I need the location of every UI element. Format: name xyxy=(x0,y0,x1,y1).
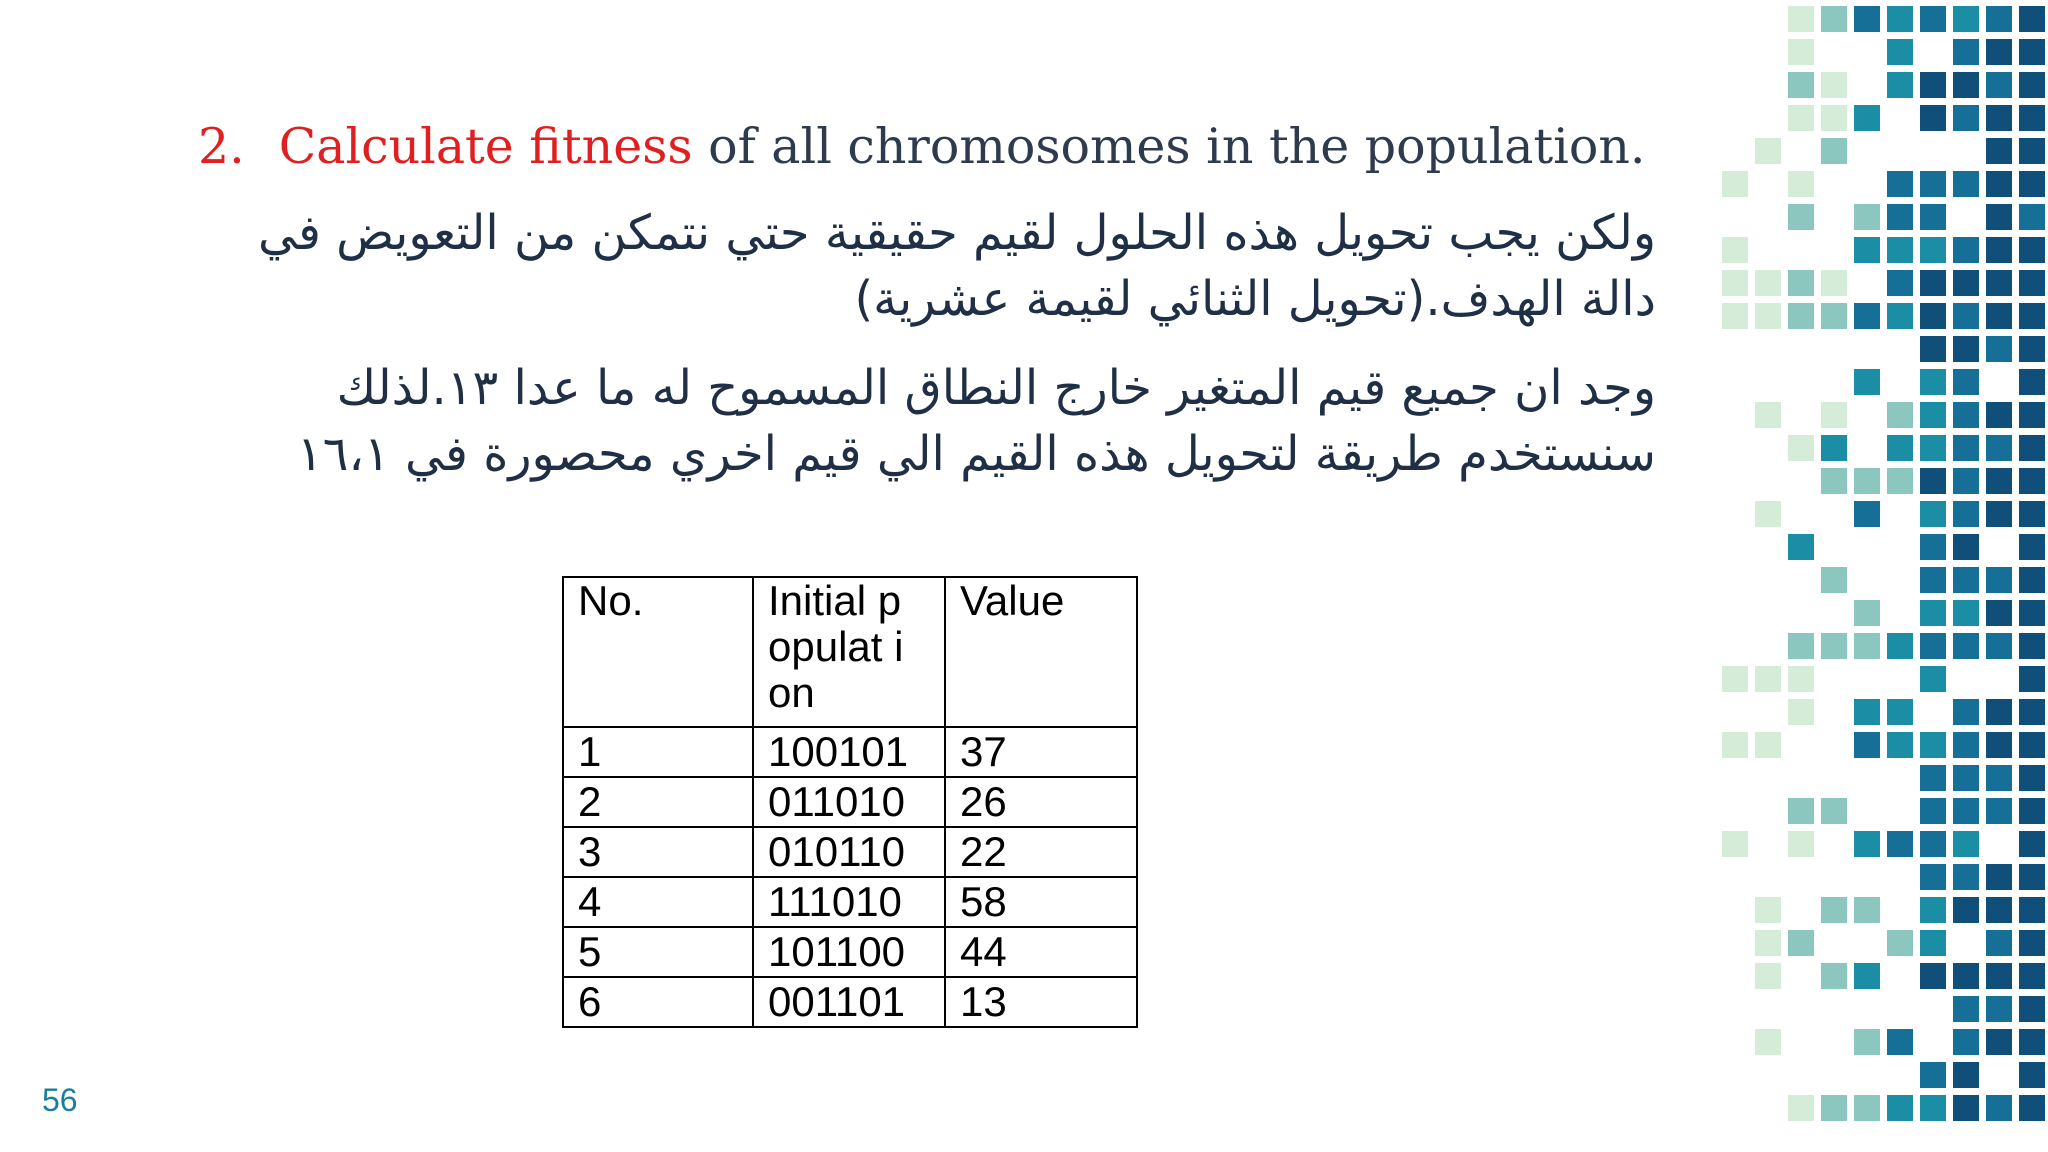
pattern-square xyxy=(1788,831,1814,857)
pattern-square xyxy=(1755,897,1781,923)
page-number: 56 xyxy=(42,1082,78,1118)
pattern-square xyxy=(1920,204,1946,230)
pattern-square xyxy=(1920,336,1946,362)
pattern-square xyxy=(1953,699,1979,725)
pattern-square xyxy=(1854,600,1880,626)
pattern-square xyxy=(1854,699,1880,725)
pattern-square xyxy=(1953,633,1979,659)
pattern-square xyxy=(1788,666,1814,692)
pattern-square xyxy=(1953,798,1979,824)
pattern-square xyxy=(1920,501,1946,527)
pattern-square xyxy=(1887,204,1913,230)
pattern-square xyxy=(1920,831,1946,857)
pattern-square xyxy=(1920,666,1946,692)
pattern-square xyxy=(1821,435,1847,461)
pattern-square xyxy=(2019,1095,2045,1121)
pattern-square xyxy=(1755,501,1781,527)
pattern-square xyxy=(1755,402,1781,428)
pattern-square xyxy=(1953,567,1979,593)
pattern-square xyxy=(1887,6,1913,32)
pattern-square xyxy=(1986,303,2012,329)
pattern-square xyxy=(1920,732,1946,758)
pattern-square xyxy=(1986,1029,2012,1055)
pattern-square xyxy=(1953,963,1979,989)
pattern-square xyxy=(2019,303,2045,329)
pattern-square xyxy=(1887,1095,1913,1121)
pattern-square xyxy=(1986,204,2012,230)
pattern-square xyxy=(1920,402,1946,428)
pattern-square xyxy=(1953,72,1979,98)
pattern-square xyxy=(1854,6,1880,32)
pattern-square xyxy=(1986,996,2012,1022)
population-table xyxy=(562,576,1138,1028)
pattern-square xyxy=(1854,633,1880,659)
pattern-square xyxy=(1887,699,1913,725)
pattern-square xyxy=(1920,534,1946,560)
pattern-square xyxy=(1953,501,1979,527)
pattern-square xyxy=(1821,1095,1847,1121)
pattern-square xyxy=(1986,963,2012,989)
pattern-square xyxy=(1821,897,1847,923)
pattern-square xyxy=(1920,798,1946,824)
pattern-square xyxy=(1788,72,1814,98)
pattern-square xyxy=(1887,270,1913,296)
pattern-square xyxy=(2019,732,2045,758)
pattern-square xyxy=(2019,171,2045,197)
pattern-square xyxy=(1953,39,1979,65)
pattern-square xyxy=(1788,270,1814,296)
pattern-square xyxy=(1788,303,1814,329)
pattern-square xyxy=(1788,435,1814,461)
pattern-square xyxy=(2019,237,2045,263)
pattern-square xyxy=(1821,567,1847,593)
pattern-square xyxy=(1887,468,1913,494)
pattern-square xyxy=(1755,270,1781,296)
pattern-square xyxy=(2019,204,2045,230)
cell-value: 26 xyxy=(945,777,1137,827)
pattern-square xyxy=(1986,798,2012,824)
pattern-square xyxy=(2019,699,2045,725)
pattern-square xyxy=(1920,930,1946,956)
table-header-row xyxy=(563,577,1137,727)
pattern-square xyxy=(1887,303,1913,329)
pattern-square xyxy=(1986,237,2012,263)
pattern-square xyxy=(1854,237,1880,263)
pattern-square xyxy=(1722,303,1748,329)
pattern-square xyxy=(1755,963,1781,989)
arabic-paragraph-1: ولكن يجب تحويل هذه الحلول لقيم حقيقية حتي نتمكن من التعويض في دالة الهدف.(تحويل الثنائي لقيمة عشرية) xyxy=(257,205,1656,327)
pattern-square xyxy=(1986,336,2012,362)
pattern-square xyxy=(1920,600,1946,626)
pattern-square xyxy=(1821,468,1847,494)
pattern-square xyxy=(1854,963,1880,989)
pattern-square xyxy=(1953,732,1979,758)
pattern-square xyxy=(1986,699,2012,725)
step-number: 2. xyxy=(198,118,245,175)
pattern-square xyxy=(1788,633,1814,659)
pattern-square xyxy=(1920,6,1946,32)
pattern-square xyxy=(1722,270,1748,296)
pattern-square xyxy=(1953,336,1979,362)
pattern-square xyxy=(1920,237,1946,263)
cell-no: 2 xyxy=(563,777,753,827)
pattern-square xyxy=(1986,1095,2012,1121)
pattern-square xyxy=(1788,39,1814,65)
pattern-square xyxy=(1920,1062,1946,1088)
table-row xyxy=(563,927,1137,977)
pattern-square xyxy=(1953,600,1979,626)
pattern-square xyxy=(2019,864,2045,890)
cell-chromosome: 001101 xyxy=(753,977,945,1027)
pattern-square xyxy=(1887,831,1913,857)
pattern-square xyxy=(1887,1029,1913,1055)
pattern-square xyxy=(1953,303,1979,329)
pattern-square xyxy=(1920,72,1946,98)
cell-no: 4 xyxy=(563,877,753,927)
pattern-square xyxy=(1953,1062,1979,1088)
pattern-square xyxy=(2019,6,2045,32)
pattern-square xyxy=(1920,270,1946,296)
pattern-square xyxy=(1887,435,1913,461)
pattern-square xyxy=(1854,369,1880,395)
header-value: Value xyxy=(945,577,1137,727)
pattern-square xyxy=(1722,237,1748,263)
pattern-square xyxy=(2019,963,2045,989)
pattern-square xyxy=(1920,897,1946,923)
pattern-square xyxy=(1854,105,1880,131)
pattern-square xyxy=(2019,468,2045,494)
pattern-square xyxy=(1887,39,1913,65)
cell-chromosome: 010110 xyxy=(753,827,945,877)
step-highlight: Calculate fitness xyxy=(278,118,693,175)
pattern-square xyxy=(1887,930,1913,956)
pattern-square xyxy=(2019,831,2045,857)
cell-chromosome: 111010 xyxy=(753,877,945,927)
cell-value: 13 xyxy=(945,977,1137,1027)
pattern-square xyxy=(1788,171,1814,197)
cell-value: 58 xyxy=(945,877,1137,927)
pattern-square xyxy=(1854,303,1880,329)
pattern-square xyxy=(2019,798,2045,824)
cell-no: 3 xyxy=(563,827,753,877)
table-row xyxy=(563,777,1137,827)
step-heading xyxy=(198,118,1645,175)
pattern-square xyxy=(2019,501,2045,527)
pattern-square xyxy=(1854,501,1880,527)
pattern-square xyxy=(2019,600,2045,626)
pattern-square xyxy=(1920,567,1946,593)
pattern-square xyxy=(1986,6,2012,32)
cell-value: 37 xyxy=(945,727,1137,777)
pattern-square xyxy=(1920,369,1946,395)
pattern-square xyxy=(1953,171,1979,197)
pattern-square xyxy=(2019,930,2045,956)
pattern-square xyxy=(1953,402,1979,428)
header-initial-population-text: Initial populat ion xyxy=(768,577,904,716)
pattern-square xyxy=(1788,6,1814,32)
pattern-square xyxy=(1854,204,1880,230)
pattern-square xyxy=(1986,138,2012,164)
pattern-square xyxy=(1986,864,2012,890)
pattern-square xyxy=(2019,534,2045,560)
pattern-square xyxy=(1821,270,1847,296)
pattern-square xyxy=(2019,765,2045,791)
pattern-square xyxy=(1854,1095,1880,1121)
pattern-square xyxy=(1821,105,1847,131)
pattern-square xyxy=(1953,105,1979,131)
pattern-square xyxy=(1722,666,1748,692)
pattern-square xyxy=(2019,336,2045,362)
pattern-square xyxy=(1722,171,1748,197)
pattern-square xyxy=(2019,1029,2045,1055)
cell-value: 22 xyxy=(945,827,1137,877)
pattern-square xyxy=(1788,204,1814,230)
cell-chromosome: 100101 xyxy=(753,727,945,777)
pattern-square xyxy=(1821,798,1847,824)
pattern-square xyxy=(1953,765,1979,791)
pattern-square xyxy=(1986,72,2012,98)
pattern-square xyxy=(2019,369,2045,395)
pattern-square xyxy=(1920,765,1946,791)
pattern-square xyxy=(1953,6,1979,32)
pattern-square xyxy=(1953,468,1979,494)
pattern-square xyxy=(1755,1029,1781,1055)
pattern-square xyxy=(1854,897,1880,923)
pattern-square xyxy=(1920,468,1946,494)
pattern-square xyxy=(1986,105,2012,131)
pattern-square xyxy=(2019,435,2045,461)
pattern-square xyxy=(2019,567,2045,593)
pattern-square xyxy=(1986,930,2012,956)
pattern-square xyxy=(2019,996,2045,1022)
pattern-square xyxy=(1986,567,2012,593)
pattern-square xyxy=(1854,1029,1880,1055)
pattern-square xyxy=(2019,138,2045,164)
pattern-square xyxy=(1788,534,1814,560)
pattern-square xyxy=(1953,534,1979,560)
pattern-square xyxy=(1722,732,1748,758)
pattern-square xyxy=(1788,105,1814,131)
pattern-square xyxy=(1887,402,1913,428)
pattern-square xyxy=(1854,732,1880,758)
pattern-square xyxy=(1920,963,1946,989)
pattern-square xyxy=(1755,930,1781,956)
pattern-square xyxy=(1887,732,1913,758)
pattern-square xyxy=(1953,864,1979,890)
pattern-square xyxy=(1722,831,1748,857)
pattern-square xyxy=(1986,435,2012,461)
pattern-square xyxy=(1821,633,1847,659)
pattern-square xyxy=(2019,270,2045,296)
cell-no: 6 xyxy=(563,977,753,1027)
cell-chromosome: 101100 xyxy=(753,927,945,977)
step-rest: of all chromosomes in the population. xyxy=(692,118,1646,175)
pattern-square xyxy=(1986,468,2012,494)
pattern-square xyxy=(1854,831,1880,857)
header-no: No. xyxy=(563,577,753,727)
pattern-square xyxy=(1920,171,1946,197)
pattern-square xyxy=(1986,501,2012,527)
pattern-square xyxy=(1953,369,1979,395)
pattern-square xyxy=(1821,963,1847,989)
pattern-square xyxy=(1953,435,1979,461)
pattern-square xyxy=(2019,402,2045,428)
pattern-square xyxy=(1788,699,1814,725)
pattern-square xyxy=(1920,435,1946,461)
pattern-square xyxy=(1986,732,2012,758)
pattern-square xyxy=(1920,633,1946,659)
cell-no: 5 xyxy=(563,927,753,977)
cell-no: 1 xyxy=(563,727,753,777)
table-row xyxy=(563,977,1137,1027)
pattern-square xyxy=(2019,897,2045,923)
pattern-square xyxy=(1986,765,2012,791)
pattern-square xyxy=(2019,1062,2045,1088)
pattern-square xyxy=(1821,402,1847,428)
pattern-square xyxy=(1821,138,1847,164)
pattern-square xyxy=(1821,72,1847,98)
pattern-square xyxy=(1986,897,2012,923)
pattern-square xyxy=(1953,897,1979,923)
pattern-square xyxy=(1821,6,1847,32)
header-initial-population xyxy=(753,577,945,727)
pattern-square xyxy=(1788,930,1814,956)
table-row xyxy=(563,877,1137,927)
pattern-square xyxy=(1821,303,1847,329)
pattern-square xyxy=(1887,633,1913,659)
pattern-square xyxy=(1953,1029,1979,1055)
pattern-square xyxy=(1920,864,1946,890)
pattern-square xyxy=(2019,666,2045,692)
pattern-square xyxy=(1887,171,1913,197)
pattern-square xyxy=(2019,633,2045,659)
pattern-square xyxy=(2019,105,2045,131)
pattern-square xyxy=(1755,303,1781,329)
cell-chromosome: 011010 xyxy=(753,777,945,827)
pattern-square xyxy=(1953,270,1979,296)
pattern-square xyxy=(1986,270,2012,296)
pattern-square xyxy=(1953,1095,1979,1121)
pattern-square xyxy=(1986,171,2012,197)
pattern-square xyxy=(2019,39,2045,65)
pattern-square xyxy=(1986,39,2012,65)
pattern-square xyxy=(1986,402,2012,428)
pattern-square xyxy=(1920,1095,1946,1121)
pattern-square xyxy=(1986,600,2012,626)
pattern-square xyxy=(1887,237,1913,263)
cell-value: 44 xyxy=(945,927,1137,977)
table-row xyxy=(563,827,1137,877)
pattern-square xyxy=(1953,831,1979,857)
pattern-square xyxy=(1788,798,1814,824)
pattern-square xyxy=(1986,633,2012,659)
pattern-square xyxy=(1788,1095,1814,1121)
arabic-paragraph-2: وجد ان جميع قيم المتغير خارج النطاق المسموح له ما عدا ١٣.لذلك سنستخدم طريقة لتحويل هذه القيم الي قيم اخري محصورة في ١٦،١ xyxy=(296,360,1656,482)
pattern-square xyxy=(1755,732,1781,758)
table-row xyxy=(563,727,1137,777)
pattern-square xyxy=(1920,105,1946,131)
pattern-square xyxy=(1953,237,1979,263)
pattern-square xyxy=(1887,72,1913,98)
pattern-square xyxy=(1755,666,1781,692)
pattern-square xyxy=(1953,996,1979,1022)
pattern-square xyxy=(1854,468,1880,494)
pattern-square xyxy=(1755,138,1781,164)
pattern-square xyxy=(2019,72,2045,98)
pattern-square xyxy=(1920,303,1946,329)
